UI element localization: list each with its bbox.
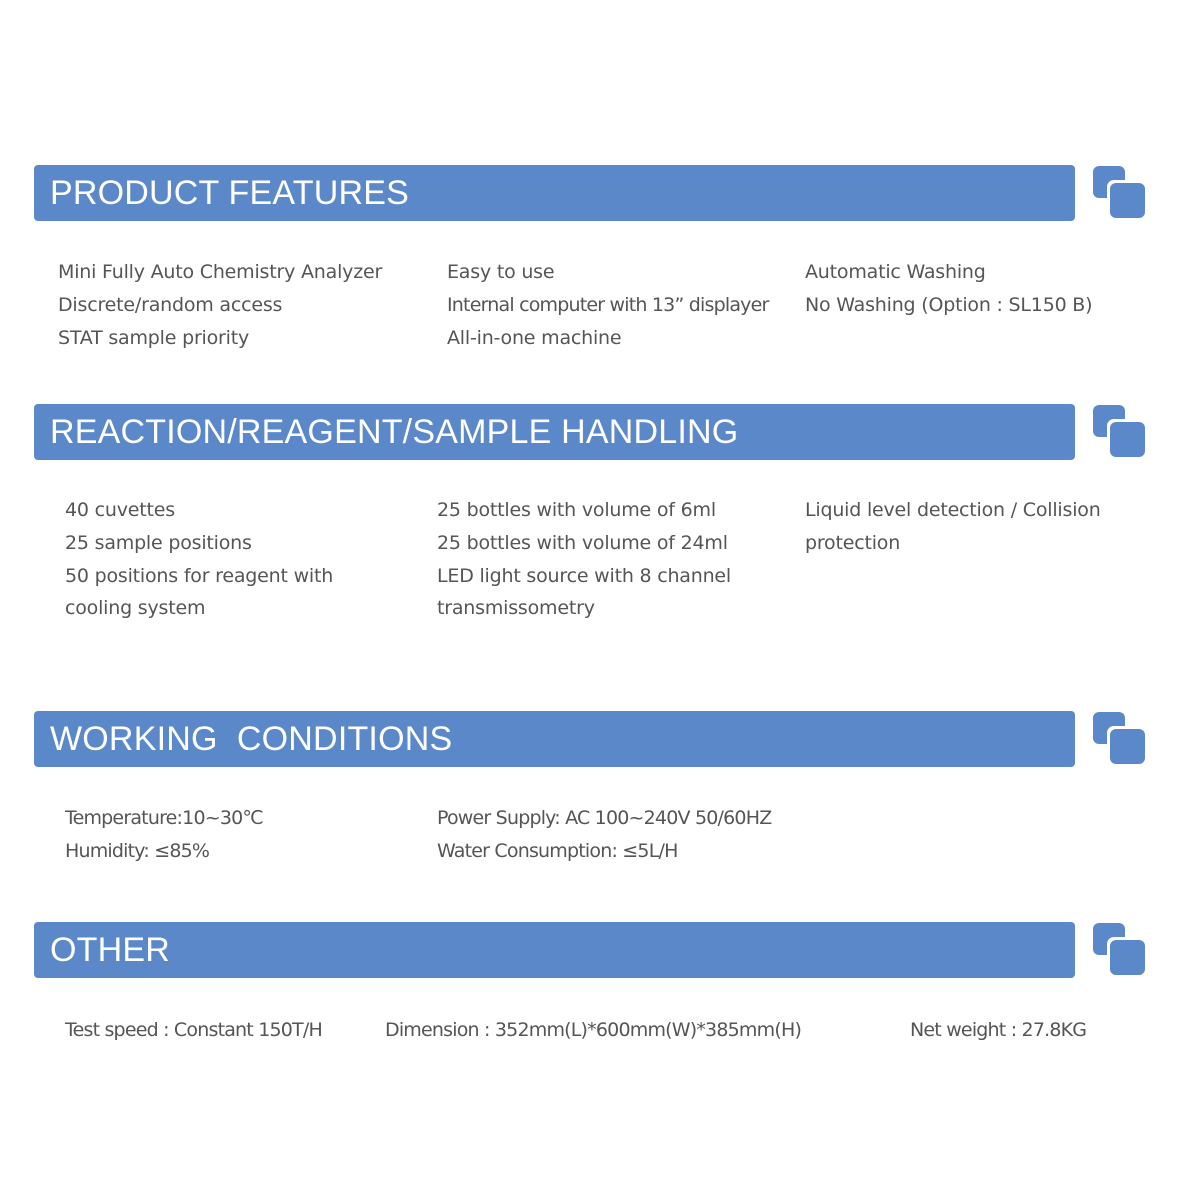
other-item: Test speed : Constant 150T/H	[65, 1019, 322, 1041]
section-header-other	[34, 922, 1075, 978]
handling-item: 50 positions for reagent with cooling system	[65, 565, 334, 619]
section-header-working-conditions	[34, 711, 1075, 767]
section-title: OTHER	[50, 931, 170, 969]
overlapping-squares-icon	[1093, 166, 1147, 220]
feature-item: STAT sample priority	[58, 327, 250, 349]
condition-item: Water Consumption: ≤5L/H	[437, 840, 678, 862]
other-item: Dimension : 352mm(L)*600mm(W)*385mm(H)	[385, 1019, 802, 1041]
section-title: REACTION/REAGENT/SAMPLE HANDLING	[50, 413, 739, 451]
section-header-reaction-reagent-sample-handling	[34, 404, 1075, 460]
condition-item: Temperature:10~30℃	[65, 807, 263, 829]
handling-item: 25 sample positions	[65, 532, 252, 554]
handling-item: LED light source with 8 channel transmissometry	[437, 565, 732, 619]
feature-item: Internal computer with 13” displayer	[447, 294, 769, 316]
handling-item: Liquid level detection / Collision protection	[805, 499, 1101, 554]
feature-item: Mini Fully Auto Chemistry Analyzer	[58, 261, 383, 283]
section-header-product-features	[34, 165, 1075, 221]
section-title: WORKING CONDITIONS	[50, 720, 453, 758]
feature-item: No Washing (Option : SL150 B)	[805, 294, 1093, 316]
section-title: PRODUCT FEATURES	[50, 174, 409, 212]
handling-item: 25 bottles with volume of 24ml	[437, 532, 728, 554]
other-item: Net weight : 27.8KG	[910, 1019, 1087, 1041]
condition-item: Power Supply: AC 100~240V 50/60HZ	[437, 807, 772, 829]
overlapping-squares-icon	[1093, 405, 1147, 459]
feature-item: All-in-one machine	[447, 327, 622, 349]
feature-item: Automatic Washing	[805, 261, 986, 283]
feature-item: Easy to use	[447, 261, 555, 283]
handling-item: 40 cuvettes	[65, 499, 175, 521]
feature-item: Discrete/random access	[58, 294, 283, 316]
overlapping-squares-icon	[1093, 712, 1147, 766]
handling-item: 25 bottles with volume of 6ml	[437, 499, 716, 521]
condition-item: Humidity: ≤85%	[65, 840, 210, 862]
overlapping-squares-icon	[1093, 923, 1147, 977]
